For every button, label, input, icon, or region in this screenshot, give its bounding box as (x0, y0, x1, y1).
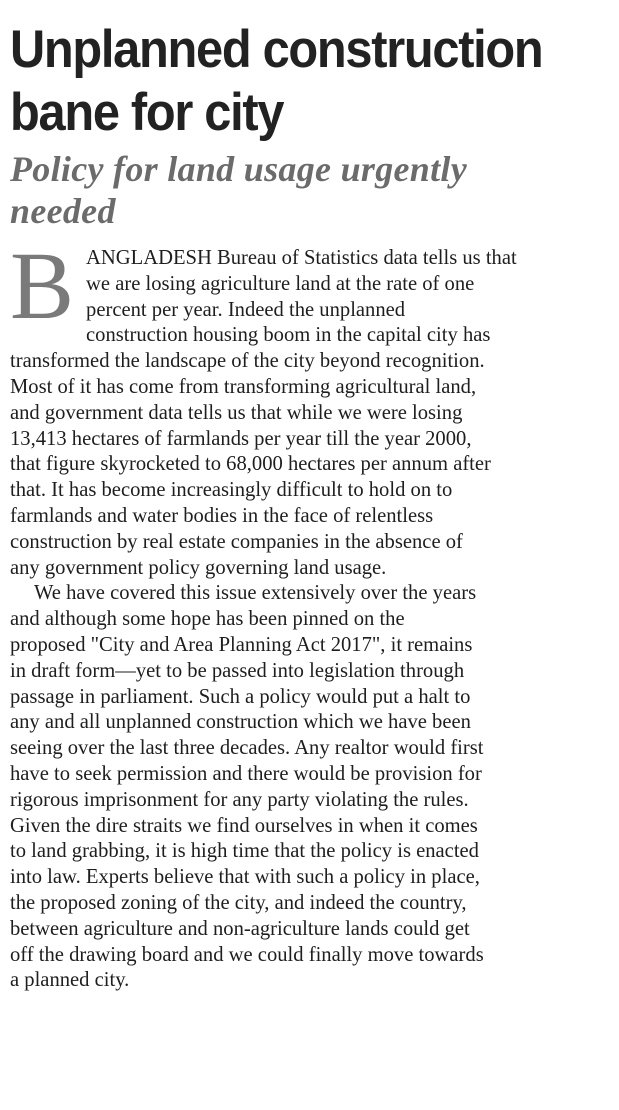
editorial-article (10, 18, 608, 994)
text-line: transformed the landscape of the city beyond recognition. (10, 350, 485, 373)
text-line: farmlands and water bodies in the face of relentless (10, 504, 434, 527)
text-line: between agriculture and non-agriculture lands could get (10, 917, 470, 940)
text-line: the proposed zoning of the city, and indeed the country, (10, 891, 467, 914)
article-body (10, 232, 608, 994)
subheadline-line: needed (10, 191, 116, 231)
text-line: into law. Experts believe that with such a policy in place, (10, 866, 480, 889)
text-line: ANGLADESH Bureau of Statistics data tells us that (86, 247, 517, 269)
text-line: seeing over the last three decades. Any realtor would first (10, 737, 484, 760)
text-line: and although some hope has been pinned on the (10, 608, 405, 631)
headline-line: Unplanned construction (10, 20, 543, 79)
text-line: Given the dire straits we find ourselves in when it comes (10, 814, 478, 837)
text-line: that figure skyrocketed to 68,000 hectares per annum after (10, 453, 491, 476)
text-line: Most of it has come from transforming agricultural land, (10, 375, 477, 398)
subheadline-line: Policy for land usage urgently (10, 149, 467, 189)
text-line: construction housing boom in the capital city has (86, 324, 491, 347)
text-line: We have covered this issue extensively over the years (34, 582, 477, 605)
paragraph-1 (10, 232, 608, 581)
text-line: 13,413 hectares of farmlands per year till the year 2000, (10, 427, 472, 450)
text-line: any government policy governing land usage. (10, 556, 387, 579)
headline-line: bane for city (10, 83, 284, 142)
text-line: construction by real estate companies in the absence of (10, 530, 463, 553)
text-line: percent per year. Indeed the unplanned (86, 298, 406, 321)
text-line: we are losing agriculture land at the rate of one (86, 272, 475, 295)
text-line: have to seek permission and there would be provision for (10, 762, 482, 785)
text-line: passage in parliament. Such a policy would put a halt to (10, 685, 471, 708)
drop-cap: B (10, 232, 75, 339)
text-line: that. It has become increasingly difficult to hold on to (10, 479, 453, 502)
paragraph-2 (10, 581, 608, 994)
subheadline (10, 148, 608, 232)
text-line: proposed "City and Area Planning Act 2017", it remains (10, 633, 473, 656)
text-line: any and all unplanned construction which we have been (10, 711, 471, 734)
text-line: off the drawing board and we could finally move towards (10, 943, 484, 966)
text-line: in draft form—yet to be passed into legislation through (10, 659, 465, 682)
headline (10, 18, 599, 144)
text-line: rigorous imprisonment for any party violating the rules. (10, 788, 469, 811)
text-line: to land grabbing, it is high time that the policy is enacted (10, 840, 479, 863)
text-line: and government data tells us that while we were losing (10, 401, 463, 424)
text-line: a planned city. (10, 969, 130, 992)
